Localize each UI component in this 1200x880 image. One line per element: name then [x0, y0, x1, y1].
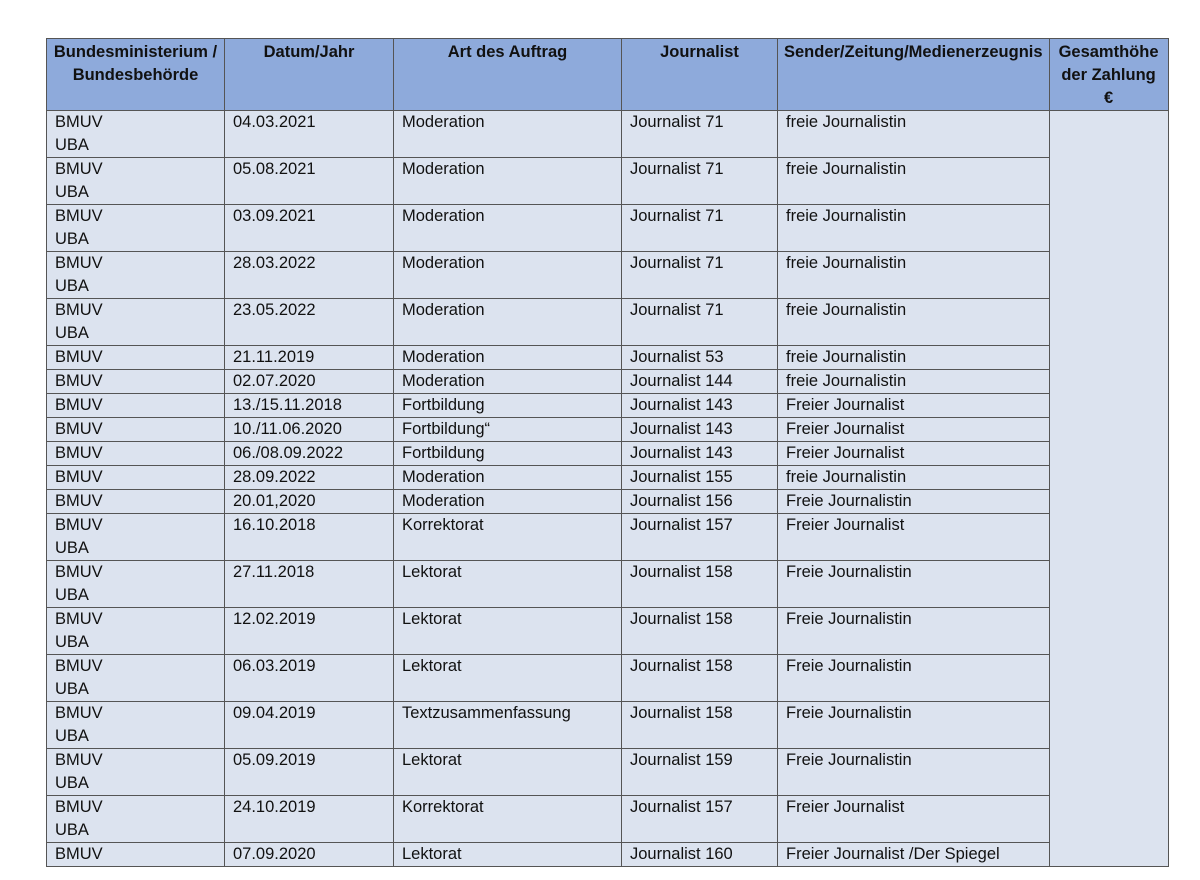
table-row [47, 749, 1169, 796]
ministry-line: BMUV [55, 563, 103, 581]
cell-type: Fortbildung [394, 442, 622, 466]
cell-journalist: Journalist 158 [622, 608, 778, 655]
cell-ministry [47, 490, 225, 514]
cell-medium: Freie Journalistin [778, 608, 1050, 655]
ministry-line: BMUV [55, 301, 103, 319]
ministry-line: UBA [55, 324, 89, 342]
cell-type: Moderation [394, 205, 622, 252]
cell-type: Lektorat [394, 843, 622, 867]
cell-ministry [47, 394, 225, 418]
cell-date: 03.09.2021 [225, 205, 394, 252]
cell-journalist: Journalist 158 [622, 561, 778, 608]
cell-medium: Freier Journalist [778, 394, 1050, 418]
table-row [47, 702, 1169, 749]
ministry-line: BMUV [55, 254, 103, 272]
header-amount: Gesamthöhe der Zahlung € [1049, 39, 1168, 111]
cell-type: Moderation [394, 466, 622, 490]
cell-medium: freie Journalistin [778, 370, 1050, 394]
cell-type: Textzusammenfassung [394, 702, 622, 749]
cell-type: Moderation [394, 346, 622, 370]
cell-type: Lektorat [394, 608, 622, 655]
cell-journalist: Journalist 157 [622, 514, 778, 561]
table-row [47, 111, 1169, 158]
cell-date: 27.11.2018 [225, 561, 394, 608]
cell-medium: freie Journalistin [778, 299, 1050, 346]
cell-date: 23.05.2022 [225, 299, 394, 346]
cell-journalist: Journalist 155 [622, 466, 778, 490]
ministry-line: BMUV [55, 396, 103, 414]
cell-medium: freie Journalistin [778, 205, 1050, 252]
table-row [47, 205, 1169, 252]
cell-ministry [47, 252, 225, 299]
table-row [47, 561, 1169, 608]
cell-date: 13./15.11.2018 [225, 394, 394, 418]
table-row [47, 370, 1169, 394]
header-journalist: Journalist [622, 39, 778, 111]
table-body [47, 111, 1169, 867]
ministry-line: BMUV [55, 348, 103, 366]
cell-medium: freie Journalistin [778, 466, 1050, 490]
cell-journalist: Journalist 143 [622, 442, 778, 466]
table-row [47, 299, 1169, 346]
cell-medium: freie Journalistin [778, 111, 1050, 158]
cell-medium: Freie Journalistin [778, 655, 1050, 702]
cell-type: Moderation [394, 490, 622, 514]
cell-ministry [47, 466, 225, 490]
ministry-line: UBA [55, 727, 89, 745]
ministry-line: UBA [55, 680, 89, 698]
ministry-line: BMUV [55, 420, 103, 438]
ministry-line: UBA [55, 277, 89, 295]
ministry-line: BMUV [55, 492, 103, 510]
cell-ministry [47, 608, 225, 655]
cell-medium: freie Journalistin [778, 346, 1050, 370]
table-row [47, 442, 1169, 466]
cell-journalist: Journalist 158 [622, 655, 778, 702]
ministry-line: BMUV [55, 704, 103, 722]
cell-type: Moderation [394, 111, 622, 158]
cell-ministry [47, 843, 225, 867]
cell-date: 06./08.09.2022 [225, 442, 394, 466]
cell-medium: Freie Journalistin [778, 561, 1050, 608]
cell-type: Lektorat [394, 655, 622, 702]
cell-type: Moderation [394, 299, 622, 346]
cell-type: Moderation [394, 252, 622, 299]
ministry-line: UBA [55, 821, 89, 839]
cell-date: 21.11.2019 [225, 346, 394, 370]
cell-journalist: Journalist 144 [622, 370, 778, 394]
table-row [47, 252, 1169, 299]
table-row [47, 655, 1169, 702]
cell-type: Korrektorat [394, 796, 622, 843]
cell-ministry [47, 205, 225, 252]
cell-date: 12.02.2019 [225, 608, 394, 655]
cell-date: 20.01,2020 [225, 490, 394, 514]
header-ministry: Bundesministerium / Bundesbehörde [47, 39, 225, 111]
ministry-line: BMUV [55, 845, 103, 863]
cell-medium: Freier Journalist /Der Spiegel [778, 843, 1050, 867]
cell-journalist: Journalist 143 [622, 418, 778, 442]
cell-ministry [47, 561, 225, 608]
ministry-line: UBA [55, 633, 89, 651]
ministry-line: BMUV [55, 751, 103, 769]
ministry-line: BMUV [55, 372, 103, 390]
cell-type: Lektorat [394, 561, 622, 608]
ministry-line: BMUV [55, 610, 103, 628]
table-row [47, 796, 1169, 843]
ministry-line: BMUV [55, 468, 103, 486]
cell-ministry [47, 442, 225, 466]
table-row [47, 418, 1169, 442]
header-date: Datum/Jahr [225, 39, 394, 111]
header-type: Art des Auftrag [394, 39, 622, 111]
cell-ministry [47, 158, 225, 205]
cell-type: Moderation [394, 370, 622, 394]
cell-journalist: Journalist 71 [622, 158, 778, 205]
cell-ministry [47, 299, 225, 346]
ministry-line: BMUV [55, 798, 103, 816]
cell-date: 09.04.2019 [225, 702, 394, 749]
cell-ministry [47, 346, 225, 370]
header-row [47, 39, 1169, 111]
cell-date: 28.09.2022 [225, 466, 394, 490]
table-row [47, 843, 1169, 867]
table-row [47, 490, 1169, 514]
ministry-line: BMUV [55, 516, 103, 534]
cell-journalist: Journalist 160 [622, 843, 778, 867]
header-medium: Sender/Zeitung/Medienerzeugnis [778, 39, 1050, 111]
cell-medium: Freier Journalist [778, 418, 1050, 442]
table-row [47, 394, 1169, 418]
table-row [47, 158, 1169, 205]
cell-journalist: Journalist 157 [622, 796, 778, 843]
cell-date: 16.10.2018 [225, 514, 394, 561]
cell-journalist: Journalist 143 [622, 394, 778, 418]
cell-ministry [47, 514, 225, 561]
cell-medium: Freier Journalist [778, 514, 1050, 561]
cell-date: 28.03.2022 [225, 252, 394, 299]
cell-medium: freie Journalistin [778, 158, 1050, 205]
table-row [47, 346, 1169, 370]
cell-journalist: Journalist 158 [622, 702, 778, 749]
cell-ministry [47, 702, 225, 749]
cell-journalist: Journalist 159 [622, 749, 778, 796]
cell-date: 02.07.2020 [225, 370, 394, 394]
ministry-line: UBA [55, 774, 89, 792]
cell-date: 06.03.2019 [225, 655, 394, 702]
cell-medium: Freier Journalist [778, 442, 1050, 466]
cell-ministry [47, 370, 225, 394]
cell-ministry [47, 796, 225, 843]
cell-ministry [47, 111, 225, 158]
ministry-line: BMUV [55, 657, 103, 675]
cell-date: 10./11.06.2020 [225, 418, 394, 442]
ministry-line: UBA [55, 230, 89, 248]
ministry-line: BMUV [55, 160, 103, 178]
ministry-line: UBA [55, 586, 89, 604]
ministry-line: UBA [55, 183, 89, 201]
cell-journalist: Journalist 71 [622, 205, 778, 252]
cell-ministry [47, 749, 225, 796]
ministry-line: UBA [55, 136, 89, 154]
cell-medium: Freie Journalistin [778, 749, 1050, 796]
cell-medium: Freie Journalistin [778, 702, 1050, 749]
ministry-line: BMUV [55, 207, 103, 225]
ministry-line: BMUV [55, 113, 103, 131]
cell-journalist: Journalist 71 [622, 111, 778, 158]
cell-ministry [47, 655, 225, 702]
ministry-line: BMUV [55, 444, 103, 462]
cell-journalist: Journalist 156 [622, 490, 778, 514]
cell-medium: freie Journalistin [778, 252, 1050, 299]
cell-medium: Freie Journalistin [778, 490, 1050, 514]
table-row [47, 608, 1169, 655]
cell-type: Lektorat [394, 749, 622, 796]
cell-date: 04.03.2021 [225, 111, 394, 158]
table-row [47, 466, 1169, 490]
cell-amount [1049, 111, 1168, 867]
cell-date: 24.10.2019 [225, 796, 394, 843]
ministry-line: UBA [55, 539, 89, 557]
table-row [47, 514, 1169, 561]
cell-type: Fortbildung [394, 394, 622, 418]
cell-type: Fortbildung“ [394, 418, 622, 442]
cell-type: Korrektorat [394, 514, 622, 561]
cell-journalist: Journalist 53 [622, 346, 778, 370]
cell-date: 05.08.2021 [225, 158, 394, 205]
cell-journalist: Journalist 71 [622, 252, 778, 299]
cell-date: 07.09.2020 [225, 843, 394, 867]
cell-type: Moderation [394, 158, 622, 205]
cell-ministry [47, 418, 225, 442]
payments-table [46, 38, 1169, 867]
cell-journalist: Journalist 71 [622, 299, 778, 346]
cell-medium: Freier Journalist [778, 796, 1050, 843]
cell-date: 05.09.2019 [225, 749, 394, 796]
